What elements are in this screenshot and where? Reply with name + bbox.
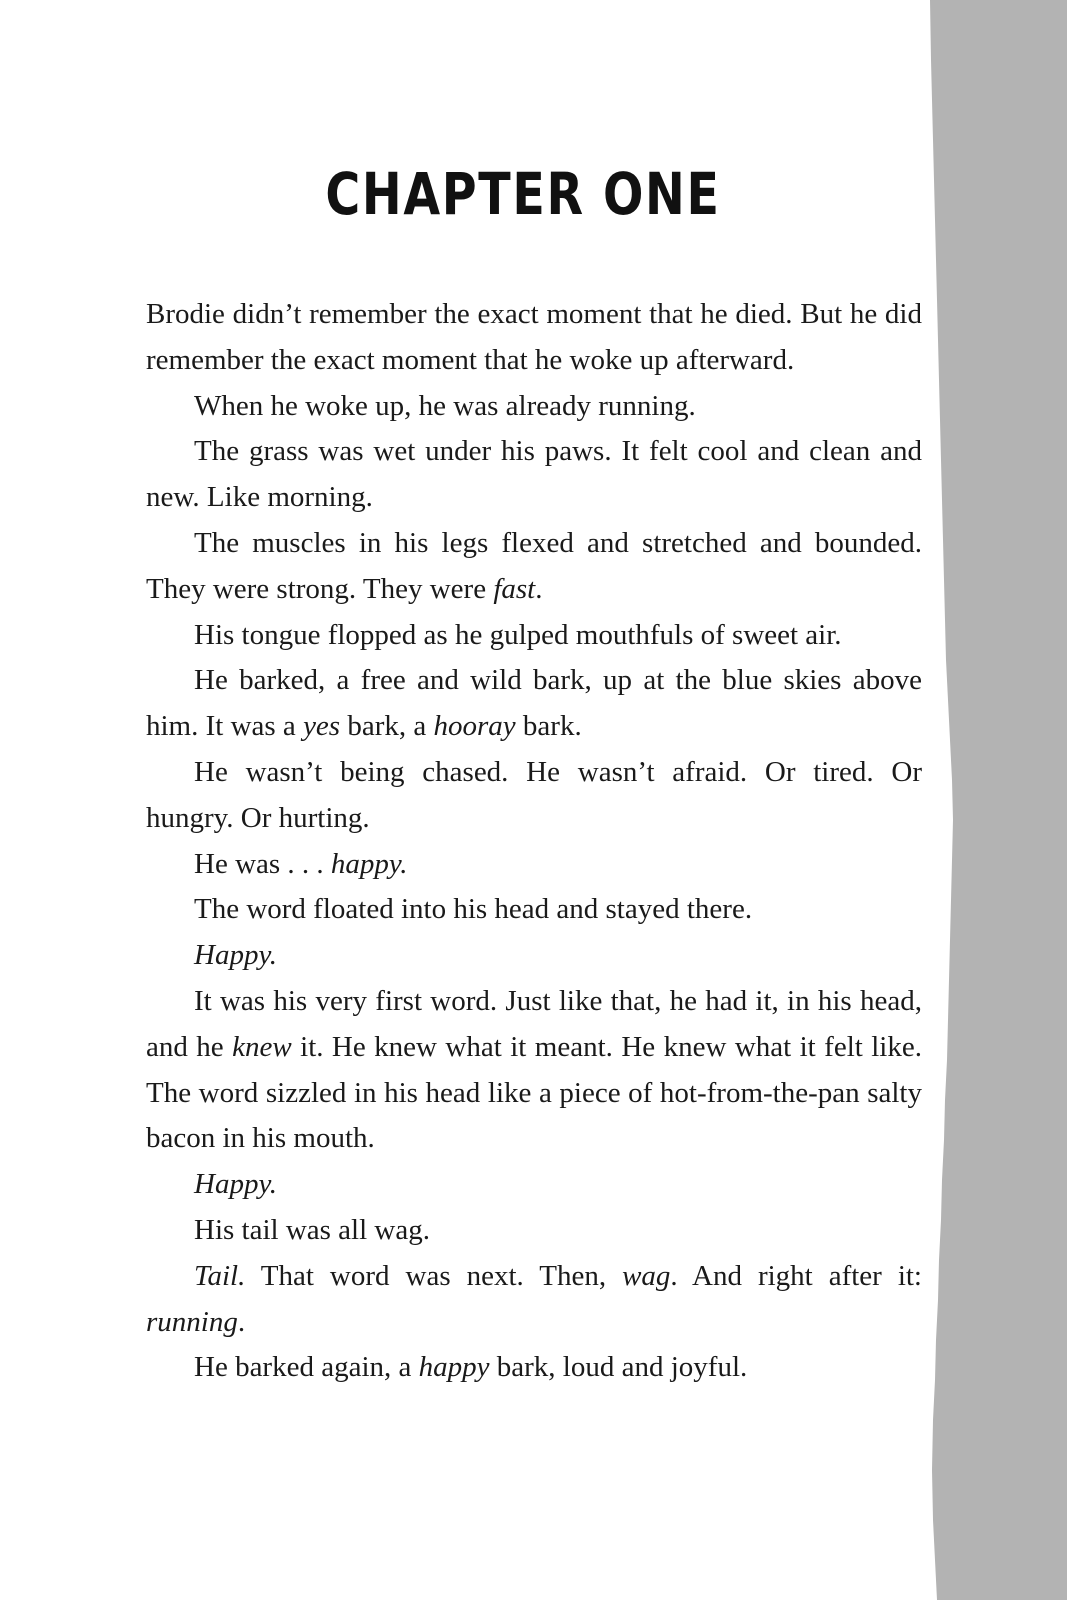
- text-run: . And right after it:: [670, 1259, 922, 1292]
- text-run: That word was next. Then,: [245, 1259, 623, 1292]
- paragraph: [146, 979, 922, 1162]
- text-run: He was . . .: [194, 847, 331, 880]
- text-run: The word floated into his head and stayed there.: [194, 893, 753, 926]
- paragraph: [146, 292, 922, 384]
- text-run: The muscles in his legs flexed and stretched and bounded. They were strong. They were: [146, 526, 922, 605]
- italic-text-run: happy: [418, 1351, 490, 1384]
- italic-text-run: hooray: [433, 710, 516, 743]
- text-run: He barked again, a: [194, 1351, 419, 1384]
- paragraph: [146, 521, 922, 613]
- text-run: bark, a: [340, 710, 434, 743]
- italic-text-run: wag: [622, 1259, 671, 1292]
- italic-text-run: happy.: [330, 847, 408, 880]
- italic-text-run: fast: [493, 572, 536, 605]
- text-run: .: [237, 1305, 246, 1338]
- italic-text-run: yes: [303, 710, 341, 743]
- text-run: bark.: [515, 710, 582, 743]
- text-run: The grass was wet under his paws. It felt cool and clean and new. Like morning.: [146, 435, 922, 514]
- paragraph: [146, 613, 922, 659]
- italic-text-run: running: [146, 1305, 238, 1338]
- paragraph: [146, 933, 922, 979]
- text-run: It was his very first word. Just like that, he had it, in his head, and he: [146, 984, 922, 1063]
- paragraph: [146, 658, 922, 750]
- italic-text-run: Happy.: [194, 1168, 277, 1201]
- paragraph: [146, 384, 922, 430]
- paragraph: [146, 1345, 922, 1391]
- italic-text-run: Happy.: [194, 939, 277, 972]
- paragraph: [146, 1254, 922, 1346]
- text-run: He wasn’t being chased. He wasn’t afraid. Or tired. Or hungry. Or hurting.: [146, 755, 922, 834]
- paragraph: [146, 887, 922, 933]
- text-run: His tongue flopped as he gulped mouthfuls of sweet air.: [194, 618, 842, 651]
- italic-text-run: Tail.: [194, 1259, 246, 1292]
- text-run: Brodie didn’t remember the exact moment that he died. But he did remember the exact moment that he woke up afterward.: [146, 298, 922, 376]
- text-run: When he woke up, he was already running.: [194, 389, 696, 422]
- text-run: bark, loud and joyful.: [489, 1351, 748, 1384]
- paragraph: [146, 750, 922, 842]
- chapter-title: CHAPTER ONE: [325, 160, 721, 228]
- paragraph: [146, 842, 922, 888]
- paragraph: [146, 429, 922, 521]
- text-run: His tail was all wag.: [194, 1213, 430, 1246]
- text-run: He barked, a free and wild bark, up at the blue skies above him. It was a: [146, 664, 922, 743]
- chapter-body-text: [146, 292, 922, 1391]
- text-run: .: [535, 572, 543, 605]
- paragraph: [146, 1208, 922, 1254]
- italic-text-run: knew: [232, 1030, 292, 1063]
- text-run: it. He knew what it meant. He knew what it felt like. The word sizzled in his head like a piece of hot-from-the-pan salty bacon in his mouth.: [146, 1030, 922, 1155]
- page-edge-strip: [927, 0, 1067, 1600]
- paragraph: [146, 1162, 922, 1208]
